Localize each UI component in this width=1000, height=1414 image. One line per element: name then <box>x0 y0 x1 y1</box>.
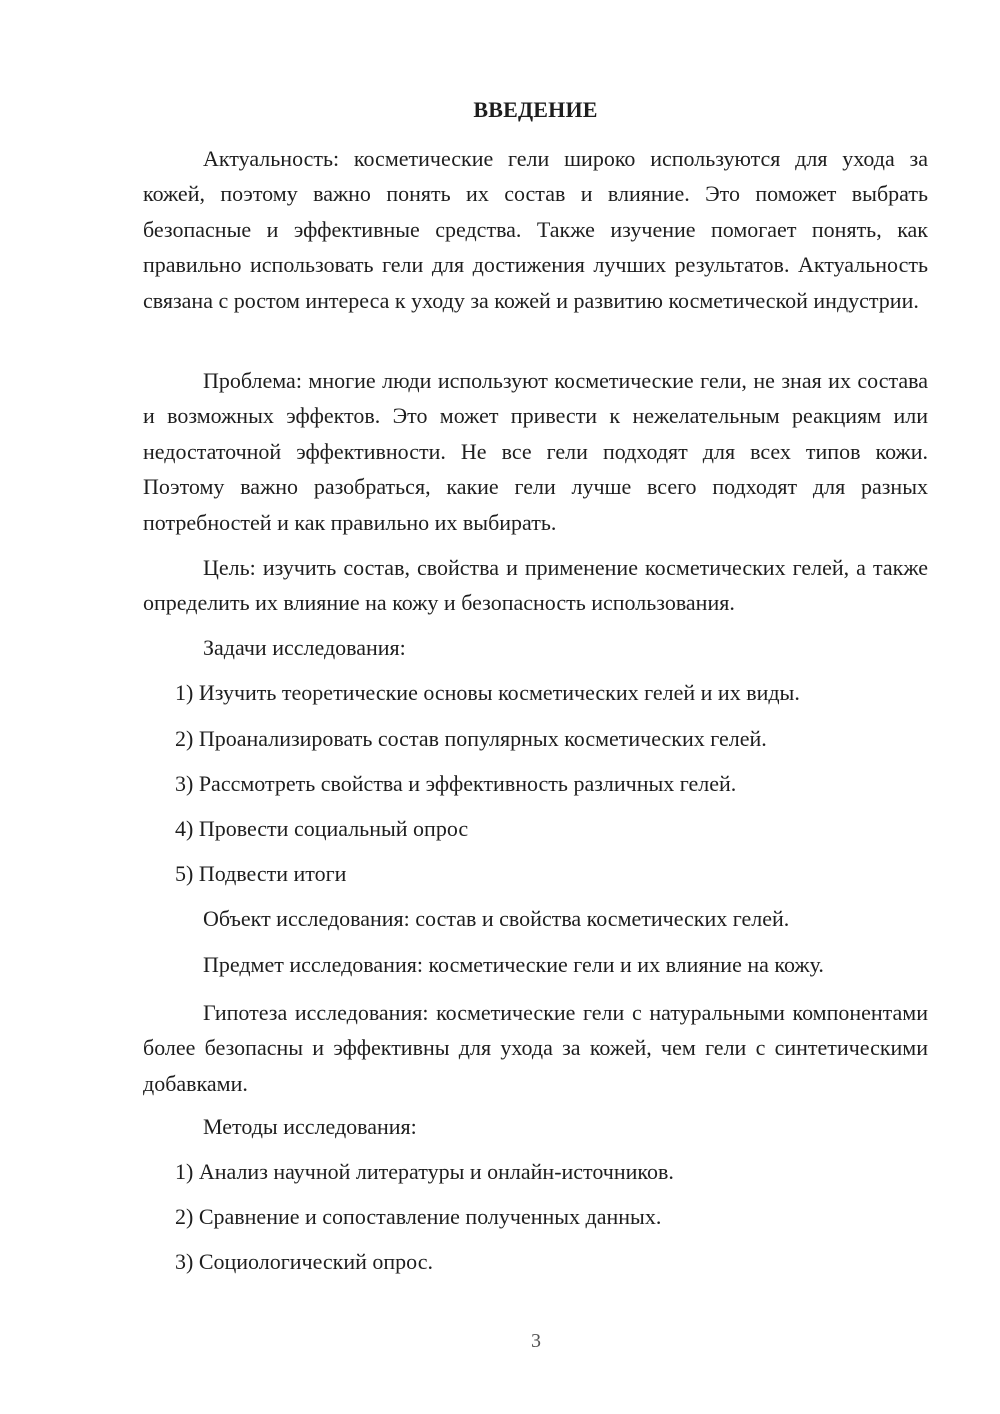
methods-heading: Методы исследования: <box>203 1114 417 1139</box>
task-item-4: 4) Провести социальный опрос <box>175 816 469 841</box>
goal-paragraph: Цель: изучить состав, свойства и применение косметических гелей, а также определить их влияние на кожу и безопасность использования. <box>143 555 928 616</box>
subject-line: Предмет исследования: косметические гели и их влияние на кожу. <box>203 952 824 977</box>
task-item-3: 3) Рассмотреть свойства и эффективность различных гелей. <box>175 771 737 796</box>
task-item-2: 2) Проанализировать состав популярных косметических гелей. <box>175 726 767 751</box>
section-title: ВВЕДЕНИЕ <box>473 97 598 122</box>
task-item-1: 1) Изучить теоретические основы косметических гелей и их виды. <box>175 680 800 705</box>
hypothesis-paragraph: Гипотеза исследования: косметические гели с натуральными компонентами более безопасны и эффективны для ухода за кожей, чем гели с синтетическими добавками. <box>143 1000 928 1096</box>
method-item-2: 2) Сравнение и сопоставление полученных данных. <box>175 1204 662 1229</box>
page-number: 3 <box>531 1330 541 1352</box>
method-item-3: 3) Социологический опрос. <box>175 1249 433 1274</box>
tasks-heading: Задачи исследования: <box>203 635 406 660</box>
problem-paragraph: Проблема: многие люди используют косметические гели, не зная их состава и возможных эффектов. Это может привести к нежелательным реакциям или недостаточной эффективности. Не все гели подходят для всех типов кожи. Поэтому важно разобраться, какие гели лучше всего подходят для разных потребностей и как правильно их выбирать. <box>143 368 928 535</box>
method-item-1: 1) Анализ научной литературы и онлайн-источников. <box>175 1159 674 1184</box>
relevance-paragraph: Актуальность: косметические гели широко используются для ухода за кожей, поэтому важно понять их состав и влияние. Это поможет выбрать безопасные и эффективные средства. Также изучение помогает понять, как правильно использовать гели для достижения лучших результатов. Актуальность связана с ростом интереса к уходу за кожей и развитию косметической индустрии. <box>143 146 928 313</box>
object-line: Объект исследования: состав и свойства косметических гелей. <box>203 906 790 931</box>
task-item-5: 5) Подвести итоги <box>175 861 347 886</box>
